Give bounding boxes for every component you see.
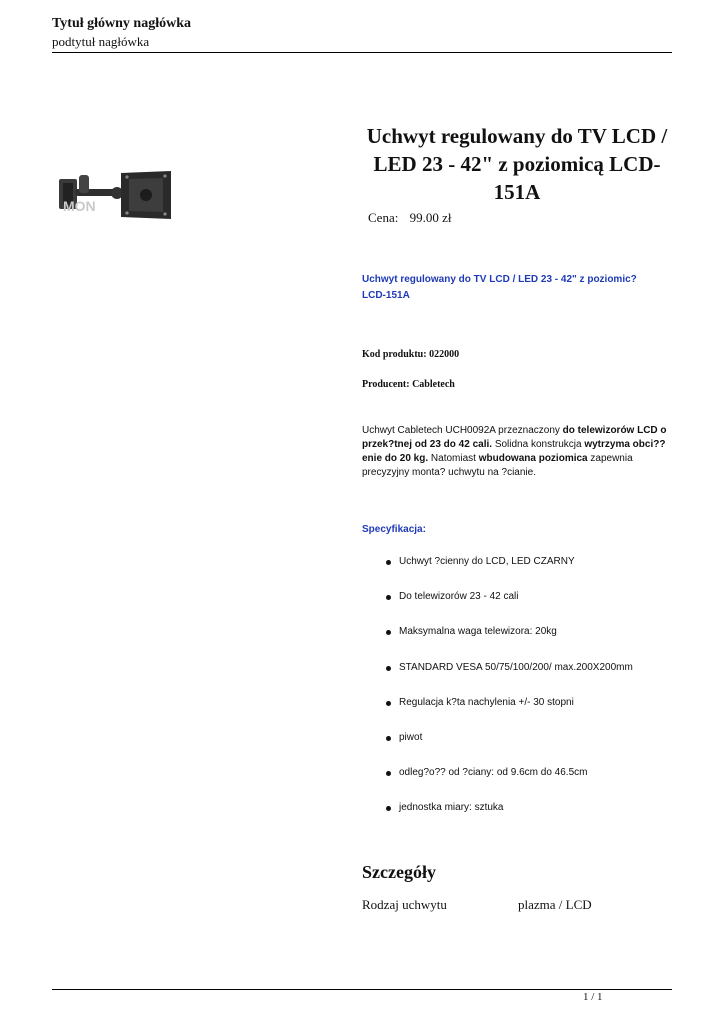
description-text: Natomiast xyxy=(428,453,479,464)
header-title: Tytuł główny nagłówka xyxy=(52,16,191,31)
list-item xyxy=(386,591,633,626)
description-bold: wbudowana poziomica xyxy=(478,453,588,464)
details-heading: Szczegóły xyxy=(362,862,436,882)
footer-divider xyxy=(52,989,672,990)
description-text: Solidna konstrukcja xyxy=(492,439,585,450)
bullet-icon xyxy=(386,595,391,600)
bullet-icon xyxy=(386,666,391,671)
header-subtitle: podtytuł nagłówka xyxy=(52,34,150,49)
spec-item-text: jednostka miary: sztuka xyxy=(399,802,504,814)
details-label: Rodzaj uchwytu xyxy=(362,897,447,912)
bullet-icon xyxy=(386,771,391,776)
bullet-icon xyxy=(386,630,391,635)
list-item xyxy=(386,697,633,732)
product-link-title[interactable]: Uchwyt regulowany do TV LCD / LED 23 - 42" z poziomic? LCD-151A xyxy=(362,274,637,301)
bullet-icon xyxy=(386,701,391,706)
spec-item-text: piwot xyxy=(399,731,423,743)
spec-item-text: Do telewizorów 23 - 42 cali xyxy=(399,591,519,603)
description-bold: wytrzyma obci??enie do 20 kg. xyxy=(362,439,666,464)
price-label: Cena: xyxy=(368,210,399,225)
product-producer: Producent: Cabletech xyxy=(362,379,455,390)
list-item xyxy=(386,662,633,697)
product-code: Kod produktu: 022000 xyxy=(362,349,460,360)
spec-item-text: Uchwyt ?cienny do LCD, LED CZARNY xyxy=(399,556,575,567)
spec-item-text: Maksymalna waga telewizora: 20kg xyxy=(399,626,557,638)
details-value: plazma / LCD xyxy=(518,897,592,912)
list-item xyxy=(386,802,633,837)
list-item xyxy=(386,732,633,767)
svg-text:MON: MON xyxy=(63,198,96,214)
price xyxy=(368,210,451,226)
product-description xyxy=(362,424,668,480)
product-title: Uchwyt regulowany do TV LCD / LED 23 - 42" z poziomicą LCD-151A xyxy=(366,124,668,204)
tv-wall-mount-image xyxy=(57,165,175,225)
list-item xyxy=(386,556,633,591)
page-number: 1 / 1 xyxy=(583,991,603,1003)
bullet-icon xyxy=(386,736,391,741)
list-item xyxy=(386,767,633,802)
specs-heading: Specyfikacja: xyxy=(362,524,426,535)
spec-item-text: Regulacja k?ta nachylenia +/- 30 stopni xyxy=(399,696,574,708)
header-divider xyxy=(52,52,672,53)
specs-list xyxy=(386,556,633,838)
description-text: Uchwyt Cabletech UCH0092A przeznaczony xyxy=(362,425,563,436)
list-item xyxy=(386,626,633,661)
bullet-icon xyxy=(386,560,391,565)
bullet-icon xyxy=(386,806,391,811)
spec-item-text: odleg?o?? od ?ciany: od 9.6cm do 46.5cm xyxy=(399,767,588,779)
description-bold: do telewizorów LCD o przek?tnej od 23 do 42 cali. xyxy=(362,425,667,450)
spec-item-text: STANDARD VESA 50/75/100/200/ max.200X200mm xyxy=(399,661,633,673)
description-text: zapewnia precyzyjny monta? uchwytu na ?cianie. xyxy=(362,453,633,478)
price-value: 99.00 zł xyxy=(409,210,452,225)
